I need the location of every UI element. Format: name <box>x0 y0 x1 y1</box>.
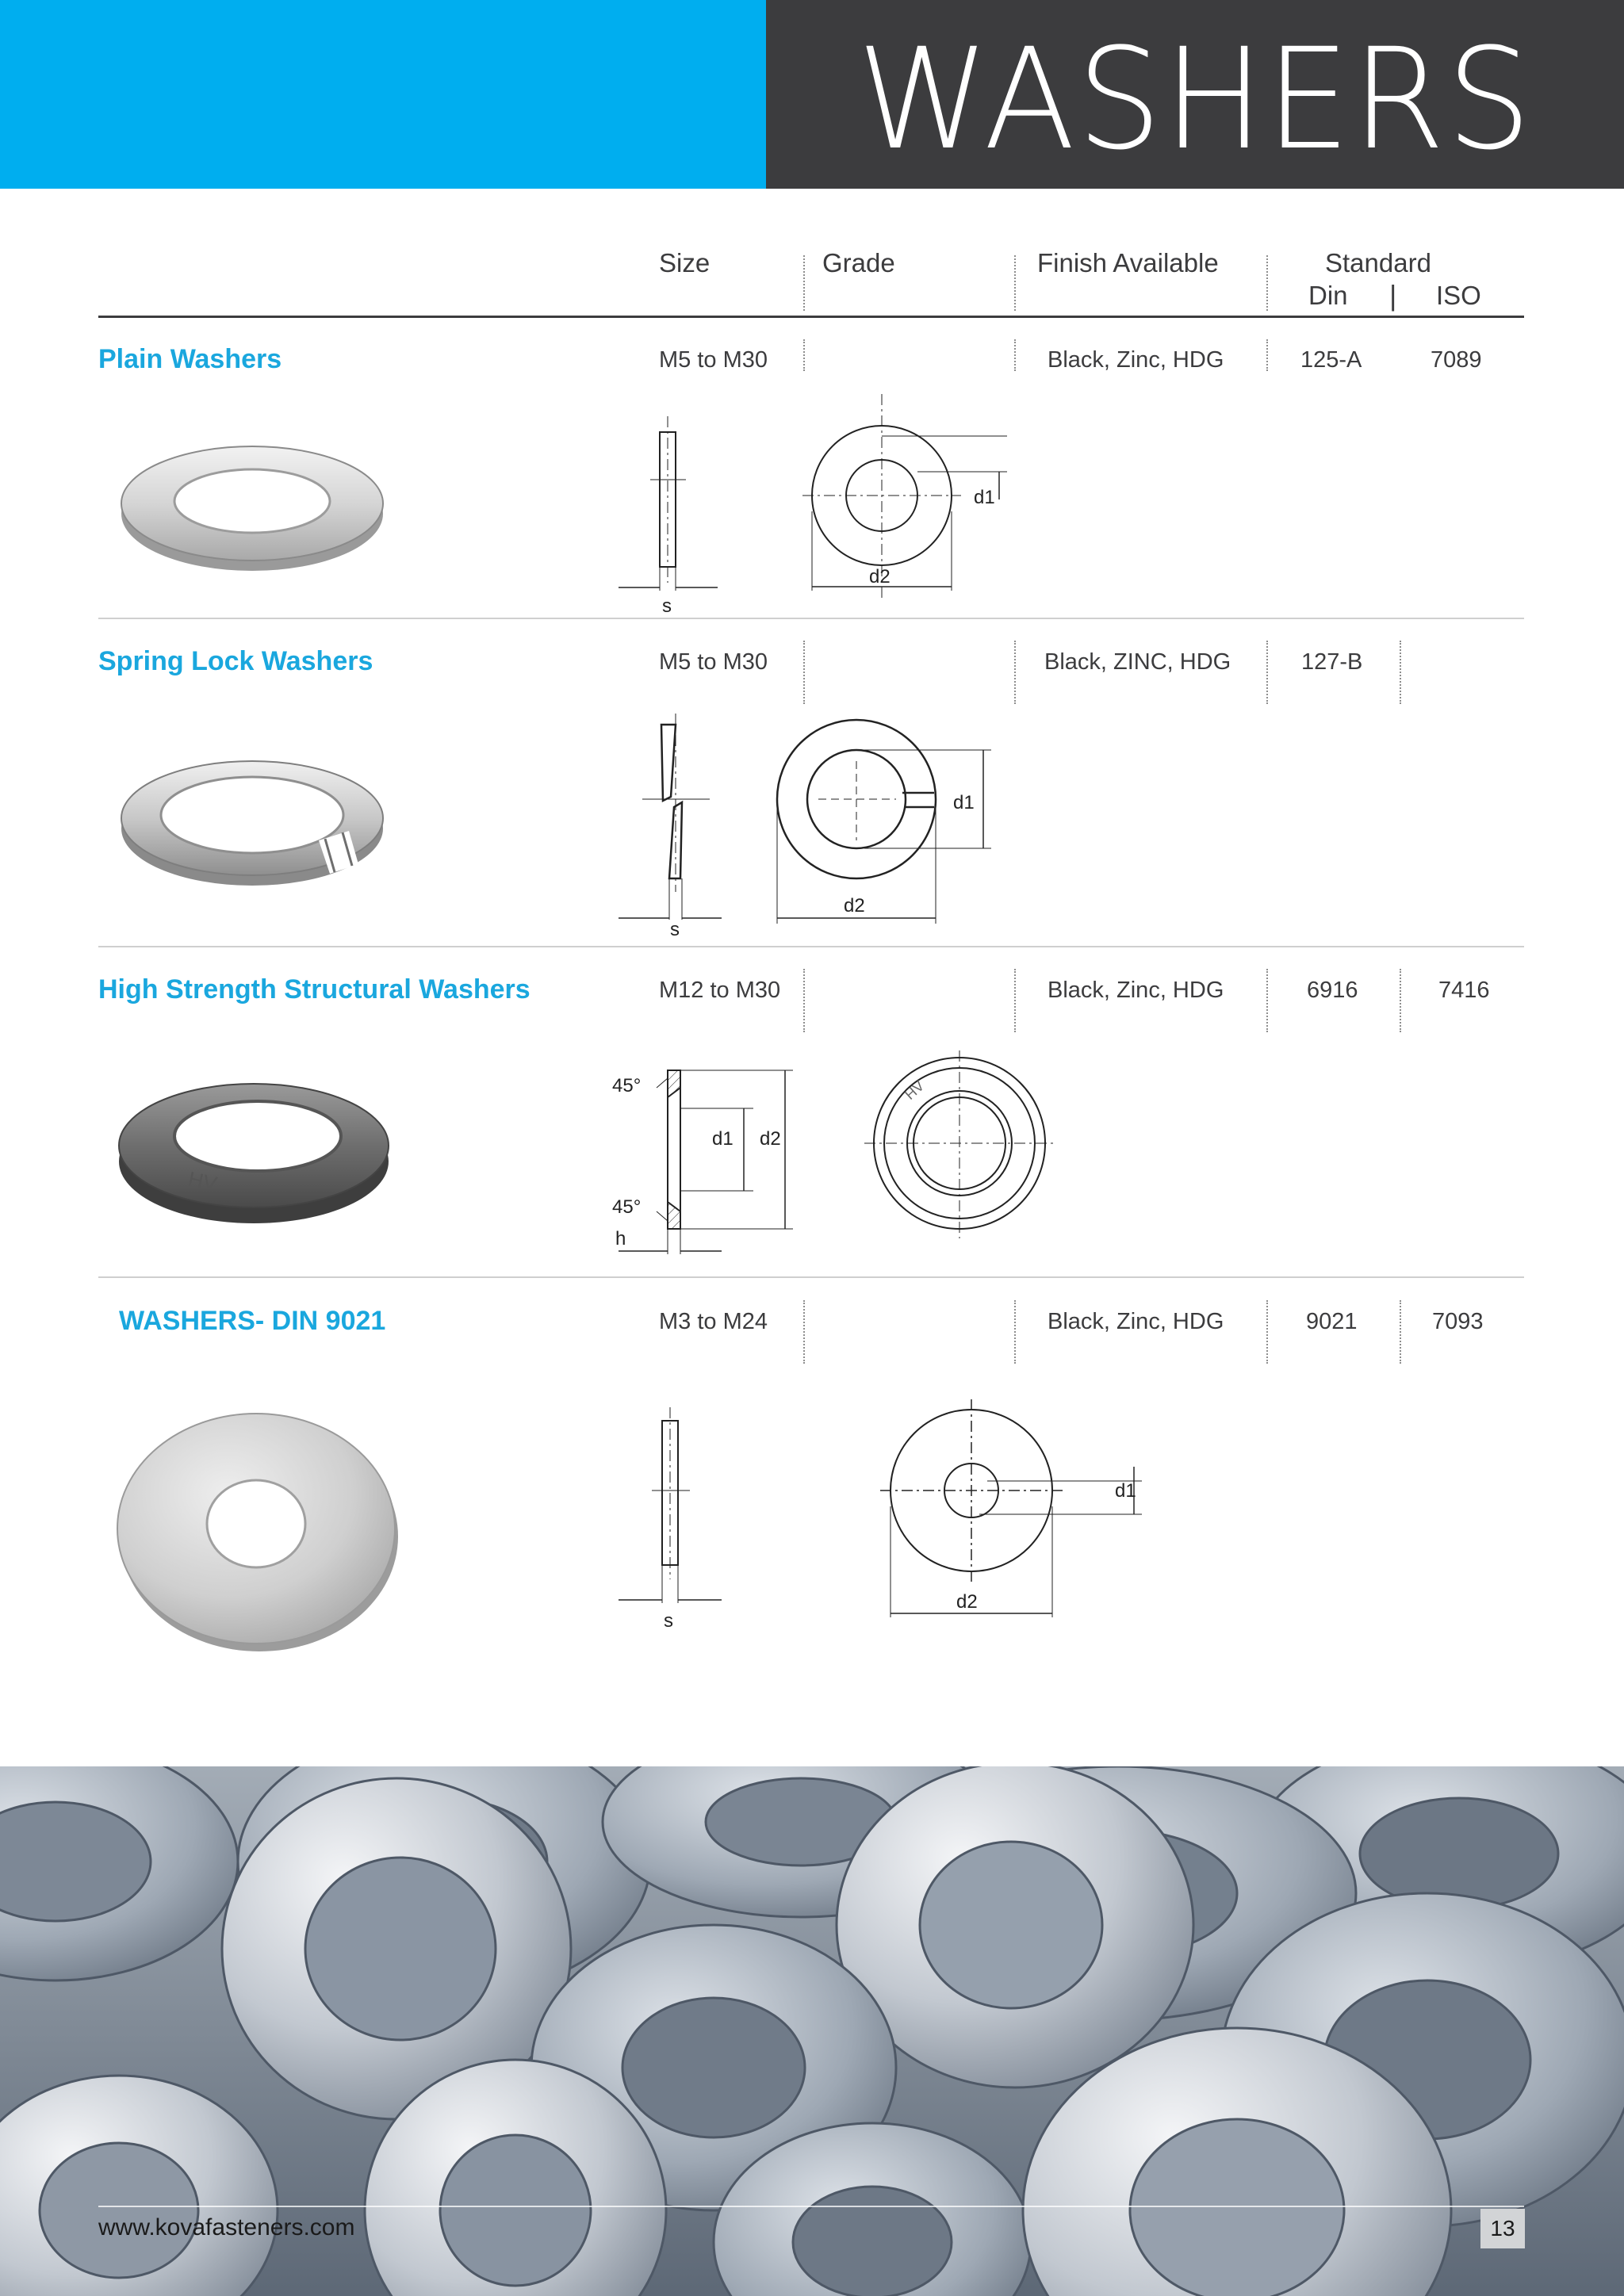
product-size: M12 to M30 <box>659 978 781 1003</box>
dimension-label: d2 <box>869 566 891 587</box>
product-name: Plain Washers <box>98 344 282 374</box>
row-divider <box>98 618 1524 619</box>
washer-marking: HV <box>186 1166 220 1196</box>
cell-separator <box>1266 1300 1268 1364</box>
dimension-label: d2 <box>760 1128 781 1150</box>
column-header-standard: Standard <box>1325 248 1431 277</box>
spring-lock-washer-drawing <box>611 714 1015 943</box>
cell-separator <box>803 339 805 371</box>
product-name: Spring Lock Washers <box>98 646 373 676</box>
dimension-label: s <box>664 1610 673 1629</box>
cell-separator <box>1266 969 1268 1032</box>
cell-separator <box>1400 969 1401 1032</box>
column-header-iso: ISO <box>1436 281 1481 310</box>
dimension-label: h <box>615 1228 626 1249</box>
plain-washer-drawing <box>611 392 1039 618</box>
product-size: M3 to M24 <box>659 1309 768 1334</box>
structural-washer-drawing <box>603 1047 1063 1257</box>
product-iso: 7093 <box>1432 1309 1484 1334</box>
cell-separator <box>1014 1300 1016 1364</box>
header-separator <box>1266 255 1268 311</box>
product-size: M5 to M30 <box>659 347 768 373</box>
dimension-label: d1 <box>953 792 975 813</box>
header-accent-block <box>0 0 766 189</box>
cell-separator <box>803 969 805 1032</box>
spring-lock-washer-photo <box>111 745 396 896</box>
dimension-label: d2 <box>956 1591 978 1613</box>
page-number: 13 <box>1480 2209 1525 2248</box>
product-finish: Black, ZINC, HDG <box>1044 649 1231 675</box>
product-din: 125-A <box>1300 347 1362 373</box>
row-divider <box>98 1276 1524 1278</box>
cell-separator <box>1266 641 1268 704</box>
dimension-label: d2 <box>844 895 865 916</box>
column-header-size: Size <box>659 248 710 277</box>
page-title: WASHERS <box>856 18 1534 181</box>
cell-separator <box>1400 1300 1401 1364</box>
dimension-label: d1 <box>1115 1480 1136 1502</box>
header-rule <box>98 316 1524 318</box>
product-din: 6916 <box>1307 978 1358 1003</box>
product-finish: Black, Zinc, HDG <box>1048 978 1224 1003</box>
cell-separator <box>803 1300 805 1364</box>
dimension-label: s <box>670 919 680 940</box>
din9021-washer-photo <box>115 1403 408 1657</box>
footer-website[interactable]: www.kovafasteners.com <box>98 2214 355 2241</box>
cell-separator <box>803 641 805 704</box>
column-header-finish: Finish Available <box>1037 248 1219 277</box>
dimension-label: s <box>662 595 672 617</box>
dimension-label: d1 <box>974 487 995 508</box>
row-divider <box>98 946 1524 947</box>
dimension-label: d1 <box>712 1128 733 1150</box>
column-header-divider: | <box>1389 279 1397 312</box>
column-header-din: Din <box>1308 281 1348 310</box>
dimension-label: 45° <box>612 1196 642 1218</box>
cell-separator <box>1014 641 1016 704</box>
product-finish: Black, Zinc, HDG <box>1048 347 1224 373</box>
product-name: High Strength Structural Washers <box>98 974 530 1004</box>
cell-separator <box>1400 641 1401 704</box>
cell-separator <box>1014 339 1016 371</box>
dimension-label: 45° <box>612 1075 642 1096</box>
plain-washer-photo <box>111 428 396 579</box>
product-din: 9021 <box>1306 1309 1358 1334</box>
cell-separator <box>1266 339 1268 371</box>
product-iso: 7089 <box>1431 347 1482 373</box>
structural-washer-photo <box>111 1066 404 1233</box>
washer-marking: HV <box>902 1077 928 1103</box>
header-separator <box>1014 255 1016 311</box>
cell-separator <box>1014 969 1016 1032</box>
product-din: 127-B <box>1301 649 1363 675</box>
footer-rule <box>98 2206 1524 2207</box>
product-size: M5 to M30 <box>659 649 768 675</box>
din9021-washer-drawing <box>611 1395 1166 1629</box>
column-header-grade: Grade <box>822 248 895 277</box>
product-name: WASHERS- DIN 9021 <box>119 1306 386 1336</box>
product-finish: Black, Zinc, HDG <box>1048 1309 1224 1334</box>
product-iso: 7416 <box>1438 978 1490 1003</box>
header-separator <box>803 255 805 311</box>
